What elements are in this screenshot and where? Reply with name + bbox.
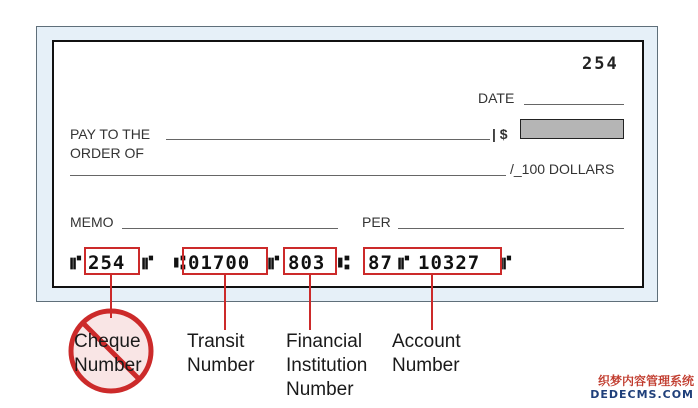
micr-account-part1: 87 xyxy=(368,252,393,274)
micr-account-end-mark: ⑈ xyxy=(500,252,513,274)
micr-transit-mark: ⑆ xyxy=(174,252,187,274)
cheque-number: 254 xyxy=(582,54,619,74)
cheque-number-label: Cheque Number xyxy=(74,331,142,376)
micr-transit-number: 01700 xyxy=(188,252,251,274)
micr-dash-mark: ⑈ xyxy=(268,252,281,274)
dollars-label: /_100 DOLLARS xyxy=(510,161,615,177)
micr-cheque-mark-left: ⑈ xyxy=(70,252,83,274)
memo-label: MEMO xyxy=(70,214,114,230)
watermark-domain: DEDECMS.COM xyxy=(590,388,694,401)
institution-number-label: Financial Institution Number xyxy=(286,331,368,400)
order-of-label: ORDER OF xyxy=(70,145,144,161)
watermark-chinese: 织梦内容管理系统 xyxy=(597,374,694,388)
micr-institution-number: 803 xyxy=(288,252,326,274)
micr-account-mark: ⑈ xyxy=(398,252,411,274)
per-label: PER xyxy=(362,214,391,230)
micr-institution-mark: ⑆ xyxy=(338,252,351,274)
transit-number-label: Transit Number xyxy=(187,331,255,376)
account-number-label: Account Number xyxy=(392,331,461,376)
micr-account-part2: 10327 xyxy=(418,252,481,274)
micr-cheque-mark-right: ⑈ xyxy=(142,252,155,274)
pay-to-label: PAY TO THE xyxy=(70,126,151,142)
micr-cheque-number: 254 xyxy=(88,252,126,274)
dollar-sign: | $ xyxy=(492,126,508,142)
date-label: DATE xyxy=(478,90,515,106)
